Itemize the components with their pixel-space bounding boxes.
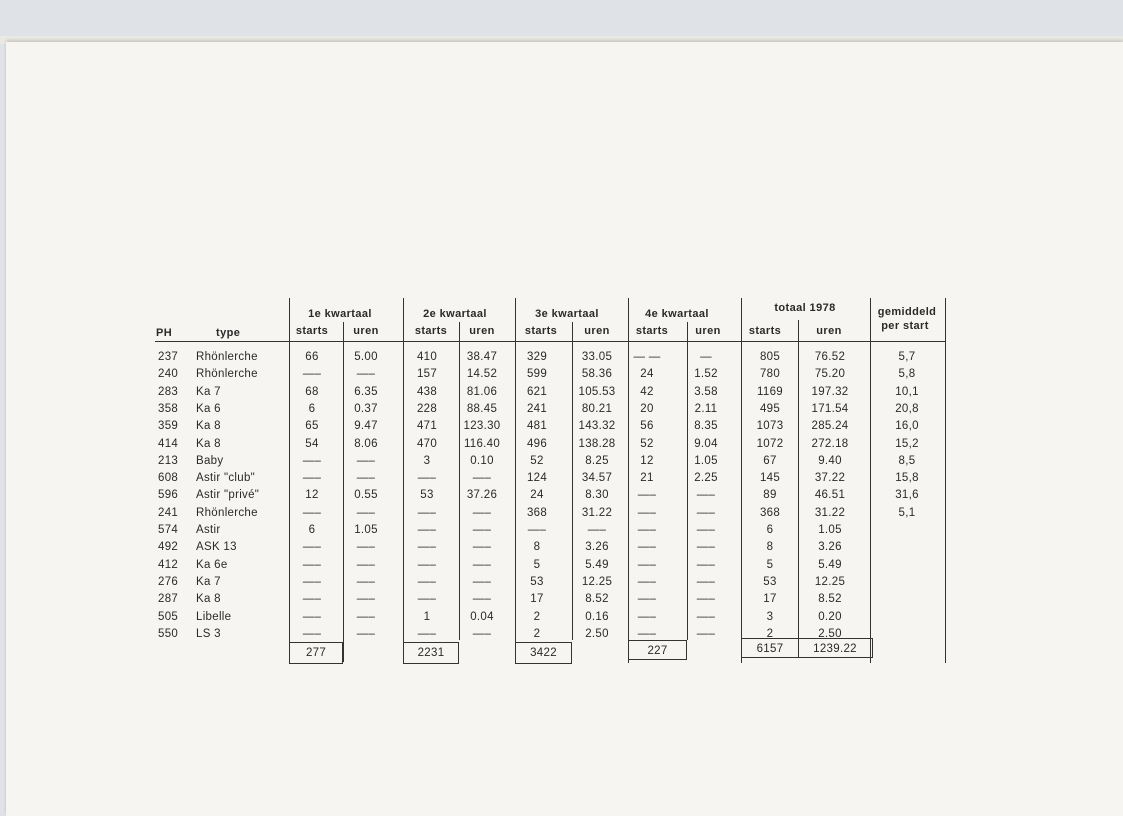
q4-starts: 12 <box>640 455 654 467</box>
q3-starts: 53 <box>530 576 544 588</box>
q2-uren: 88.45 <box>466 403 498 415</box>
total-uren: 285.24 <box>811 420 849 432</box>
q2-starts: 53 <box>420 489 434 501</box>
ph-number: 213 <box>158 455 179 467</box>
q4-uren: —– <box>696 576 716 588</box>
total-starts: 1169 <box>757 386 783 398</box>
avg-per-start: 31,6 <box>895 489 919 501</box>
q1-starts: 6 <box>308 403 316 415</box>
q1-starts: —– <box>302 541 322 553</box>
q4-uren: 3.58 <box>694 386 718 398</box>
q3-uren: 8.52 <box>585 593 609 605</box>
q2-starts: —– <box>417 472 437 484</box>
q2-starts: 471 <box>416 420 438 432</box>
total-uren: 12.25 <box>814 576 846 588</box>
q4-uren: 9.04 <box>694 438 718 450</box>
header-starts: starts <box>524 325 558 337</box>
q4-uren: 1.52 <box>694 368 718 380</box>
total-starts: 89 <box>763 489 777 501</box>
glider-type: Rhönlerche <box>196 368 258 380</box>
avg-per-start: 15,2 <box>895 438 919 450</box>
q1-uren: —– <box>356 368 376 380</box>
q3-starts: 241 <box>526 403 548 415</box>
q1-uren: —– <box>356 628 376 640</box>
q3-uren: 0.16 <box>585 611 609 623</box>
ph-number: 505 <box>158 611 179 623</box>
table-rule <box>870 298 871 663</box>
total-value: 1239.22 <box>813 643 857 655</box>
table-rule <box>945 298 946 663</box>
q2-uren: 81.06 <box>466 386 498 398</box>
q3-uren: 34.57 <box>581 472 613 484</box>
q1-uren: 6.35 <box>354 386 378 398</box>
total-starts: 53 <box>763 576 777 588</box>
glider-type: Ka 7 <box>196 386 221 398</box>
total-uren: 197.32 <box>811 386 849 398</box>
q1-uren: 5.00 <box>354 351 378 363</box>
ph-number: 550 <box>158 628 179 640</box>
ph-number: 596 <box>158 489 179 501</box>
q3-starts: 2 <box>533 628 541 640</box>
q2-uren: —– <box>472 472 492 484</box>
q1-starts: 54 <box>305 438 319 450</box>
q1-starts: —– <box>302 507 322 519</box>
q2-uren: —– <box>472 559 492 571</box>
q4-uren: 2.25 <box>694 472 718 484</box>
q3-uren: 5.49 <box>585 559 609 571</box>
table-rule <box>459 322 460 640</box>
q1-starts: —– <box>302 368 322 380</box>
glider-type: Rhönlerche <box>196 351 258 363</box>
total-uren: 2.50 <box>818 628 842 640</box>
q4-starts: —– <box>637 611 657 623</box>
glider-type: Libelle <box>196 611 232 623</box>
q4-starts: —– <box>637 576 657 588</box>
q1-uren: —– <box>356 559 376 571</box>
glider-type: LS 3 <box>196 628 221 640</box>
q1-starts: —– <box>302 576 322 588</box>
ph-number: 359 <box>158 420 179 432</box>
q1-uren: —– <box>356 455 376 467</box>
q2-uren: 0.04 <box>470 611 494 623</box>
q3-starts: 368 <box>526 507 548 519</box>
avg-per-start: 20,8 <box>895 403 919 415</box>
q4-uren: —– <box>696 507 716 519</box>
q2-uren: —– <box>472 507 492 519</box>
q3-uren: 143.32 <box>578 420 616 432</box>
q4-uren: —– <box>696 541 716 553</box>
q2-uren: 116.40 <box>463 438 501 450</box>
q3-starts: 329 <box>526 351 548 363</box>
glider-type: Baby <box>196 455 224 467</box>
q1-uren: —– <box>356 541 376 553</box>
glider-type: Ka 6 <box>196 403 221 415</box>
total-value: 227 <box>647 645 668 657</box>
q3-starts: 17 <box>530 593 544 605</box>
total-uren: 46.51 <box>814 489 846 501</box>
q2-starts: 410 <box>416 351 438 363</box>
q4-starts: —– <box>637 541 657 553</box>
total-value: 6157 <box>756 643 784 655</box>
q4-starts: —– <box>637 489 657 501</box>
total-starts: 2 <box>766 628 774 640</box>
total-uren: 0.20 <box>818 611 842 623</box>
q1-starts: 12 <box>305 489 319 501</box>
q1-starts: —– <box>302 455 322 467</box>
q3-uren: 138.28 <box>578 438 616 450</box>
q3-starts: 621 <box>526 386 548 398</box>
total-starts: 1072 <box>756 438 784 450</box>
header-uren: uren <box>695 325 721 337</box>
q3-starts: 124 <box>526 472 548 484</box>
q2-starts: —– <box>417 576 437 588</box>
q3-starts: 481 <box>526 420 548 432</box>
total-uren: 76.52 <box>814 351 846 363</box>
q3-starts: 24 <box>530 489 544 501</box>
total-uren: 1.05 <box>818 524 842 536</box>
q4-starts: 24 <box>640 368 654 380</box>
header-ph: PH <box>156 327 173 339</box>
q3-starts: 496 <box>526 438 548 450</box>
q4-uren: —– <box>696 611 716 623</box>
total-starts: 17 <box>763 593 777 605</box>
total-starts: 8 <box>766 541 774 553</box>
q1-uren: —– <box>356 593 376 605</box>
total-starts: 67 <box>763 455 777 467</box>
q1-starts: —– <box>302 472 322 484</box>
total-value: 277 <box>305 647 327 659</box>
header-starts: starts <box>748 325 782 337</box>
q2-starts: —– <box>417 507 437 519</box>
q3-uren: 3.26 <box>585 541 609 553</box>
q4-starts: 21 <box>640 472 654 484</box>
glider-type: Astir <box>196 524 221 536</box>
total-starts: 3 <box>766 611 774 623</box>
q2-uren: 38.47 <box>466 351 498 363</box>
table-rule <box>741 298 742 663</box>
header-quarter-2: 2e kwartaal <box>423 308 487 320</box>
ph-number: 237 <box>158 351 179 363</box>
avg-per-start: 5,7 <box>898 351 916 363</box>
q4-uren: 8.35 <box>694 420 718 432</box>
ph-number: 276 <box>158 576 179 588</box>
table-rule <box>687 322 688 640</box>
q4-uren: —– <box>696 489 716 501</box>
table-rule <box>798 320 799 653</box>
q4-starts: 56 <box>640 420 654 432</box>
total-starts: 1073 <box>756 420 784 432</box>
q3-uren: 12.25 <box>581 576 613 588</box>
ph-number: 283 <box>158 386 179 398</box>
header-avg-2: per start <box>881 320 929 332</box>
q4-uren: — <box>700 351 712 363</box>
q2-uren: 14.52 <box>466 368 498 380</box>
glider-type: Astir "club" <box>196 472 256 484</box>
ph-number: 414 <box>158 438 179 450</box>
glider-type: Ka 8 <box>196 420 221 432</box>
ph-number: 412 <box>158 559 179 571</box>
q1-uren: 9.47 <box>354 420 378 432</box>
glider-type: Ka 8 <box>196 438 221 450</box>
total-starts: 368 <box>759 507 781 519</box>
header-uren: uren <box>816 325 842 337</box>
header-starts: starts <box>414 325 448 337</box>
q2-uren: —– <box>472 524 492 536</box>
ph-number: 492 <box>158 541 179 553</box>
q2-uren: 37.26 <box>466 489 498 501</box>
total-uren: 9.40 <box>818 455 842 467</box>
header-type: type <box>216 327 241 339</box>
total-starts: 6 <box>766 524 774 536</box>
header-starts: starts <box>635 325 669 337</box>
q1-starts: —– <box>302 628 322 640</box>
total-uren: 8.52 <box>818 593 842 605</box>
q3-uren: 8.25 <box>585 455 609 467</box>
q4-starts: 20 <box>640 403 654 415</box>
q3-uren: 2.50 <box>585 628 609 640</box>
q3-uren: 58.36 <box>581 368 613 380</box>
total-starts: 780 <box>759 368 781 380</box>
q4-starts: 42 <box>640 386 654 398</box>
header-quarter-4: 4e kwartaal <box>645 308 709 320</box>
q3-uren: 105.53 <box>578 386 616 398</box>
q2-starts: 438 <box>416 386 438 398</box>
table-rule <box>515 298 516 663</box>
total-starts: 145 <box>759 472 781 484</box>
q3-uren: 80.21 <box>581 403 613 415</box>
glider-type: Ka 6e <box>196 559 228 571</box>
q2-starts: —– <box>417 541 437 553</box>
q2-starts: 157 <box>416 368 438 380</box>
q1-uren: —– <box>356 611 376 623</box>
glider-type: Ka 7 <box>196 576 221 588</box>
glider-type: Rhönlerche <box>196 507 258 519</box>
q2-starts: —– <box>417 559 437 571</box>
q3-starts: 5 <box>533 559 541 571</box>
header-uren: uren <box>353 325 379 337</box>
q1-uren: 8.06 <box>354 438 378 450</box>
ph-number: 358 <box>158 403 179 415</box>
q4-starts: —– <box>637 593 657 605</box>
q2-starts: 1 <box>423 611 431 623</box>
glider-type: Astir "privé" <box>196 489 260 501</box>
q1-uren: —– <box>356 507 376 519</box>
q1-uren: 0.37 <box>354 403 378 415</box>
q2-starts: 3 <box>423 455 431 467</box>
total-uren: 171.54 <box>811 403 849 415</box>
header-quarter-1: 1e kwartaal <box>308 308 372 320</box>
glider-type: Ka 8 <box>196 593 221 605</box>
total-value: 2231 <box>417 647 445 659</box>
q1-starts: 66 <box>305 351 319 363</box>
q4-uren: —– <box>696 559 716 571</box>
q2-uren: —– <box>472 576 492 588</box>
q1-uren: —– <box>356 576 376 588</box>
q2-starts: —– <box>417 524 437 536</box>
ph-number: 574 <box>158 524 179 536</box>
header-uren: uren <box>584 325 610 337</box>
q4-uren: 2.11 <box>694 403 718 415</box>
avg-per-start: 8,5 <box>898 455 916 467</box>
avg-per-start: 16,0 <box>895 420 919 432</box>
q3-uren: 31.22 <box>581 507 613 519</box>
avg-per-start: 10,1 <box>895 386 919 398</box>
header-starts: starts <box>295 325 329 337</box>
q1-starts: 65 <box>305 420 319 432</box>
q2-uren: —– <box>472 628 492 640</box>
table-rule <box>628 298 629 663</box>
q3-starts: 2 <box>533 611 541 623</box>
q3-starts: 52 <box>530 455 544 467</box>
ph-number: 608 <box>158 472 179 484</box>
ph-number: 287 <box>158 593 179 605</box>
q2-starts: 470 <box>416 438 438 450</box>
q2-uren: —– <box>472 593 492 605</box>
q2-starts: —– <box>417 593 437 605</box>
q3-starts: —– <box>527 524 547 536</box>
q1-starts: —– <box>302 559 322 571</box>
q1-uren: 0.55 <box>354 489 378 501</box>
q1-starts: —– <box>302 593 322 605</box>
q4-uren: —– <box>696 524 716 536</box>
q2-starts: 228 <box>416 403 438 415</box>
q4-starts: 52 <box>640 438 654 450</box>
table-rule <box>155 341 945 342</box>
total-starts: 495 <box>759 403 781 415</box>
q3-starts: 8 <box>533 541 541 553</box>
q4-uren: —– <box>696 628 716 640</box>
q1-uren: —– <box>356 472 376 484</box>
table-rule <box>343 322 344 662</box>
total-uren: 3.26 <box>818 541 842 553</box>
total-uren: 272.18 <box>811 438 849 450</box>
table-rule <box>289 298 290 663</box>
q1-starts: —– <box>302 611 322 623</box>
total-starts: 5 <box>766 559 774 571</box>
header-uren: uren <box>469 325 495 337</box>
table-rule <box>403 298 404 663</box>
q3-uren: 8.30 <box>585 489 609 501</box>
total-starts: 805 <box>759 351 781 363</box>
q2-starts: —– <box>417 628 437 640</box>
q3-uren: 33.05 <box>581 351 613 363</box>
q2-uren: —– <box>472 541 492 553</box>
q4-starts: —– <box>637 507 657 519</box>
q4-uren: 1.05 <box>694 455 718 467</box>
ph-number: 240 <box>158 368 179 380</box>
q1-starts: 68 <box>305 386 319 398</box>
q1-starts: 6 <box>308 524 316 536</box>
q4-starts: —– <box>637 628 657 640</box>
avg-per-start: 5,1 <box>898 507 916 519</box>
total-uren: 75.20 <box>814 368 846 380</box>
header-avg-1: gemiddeld <box>877 306 937 318</box>
header-quarter-3: 3e kwartaal <box>535 308 599 320</box>
q3-starts: 599 <box>526 368 548 380</box>
q2-uren: 0.10 <box>470 455 494 467</box>
table-rule <box>572 322 573 640</box>
header-total: totaal 1978 <box>774 302 836 314</box>
avg-per-start: 15,8 <box>895 472 919 484</box>
q4-uren: —– <box>696 593 716 605</box>
total-uren: 31.22 <box>814 507 846 519</box>
q4-starts: —– <box>637 559 657 571</box>
avg-per-start: 5,8 <box>898 368 916 380</box>
q4-starts: — — <box>633 351 661 363</box>
total-uren: 37.22 <box>814 472 846 484</box>
glider-type: ASK 13 <box>196 541 237 553</box>
ph-number: 241 <box>158 507 179 519</box>
q1-uren: 1.05 <box>354 524 378 536</box>
total-uren: 5.49 <box>818 559 842 571</box>
q2-uren: 123.30 <box>463 420 501 432</box>
q3-uren: —– <box>587 524 607 536</box>
total-value: 3422 <box>530 647 557 659</box>
q4-starts: —– <box>637 524 657 536</box>
